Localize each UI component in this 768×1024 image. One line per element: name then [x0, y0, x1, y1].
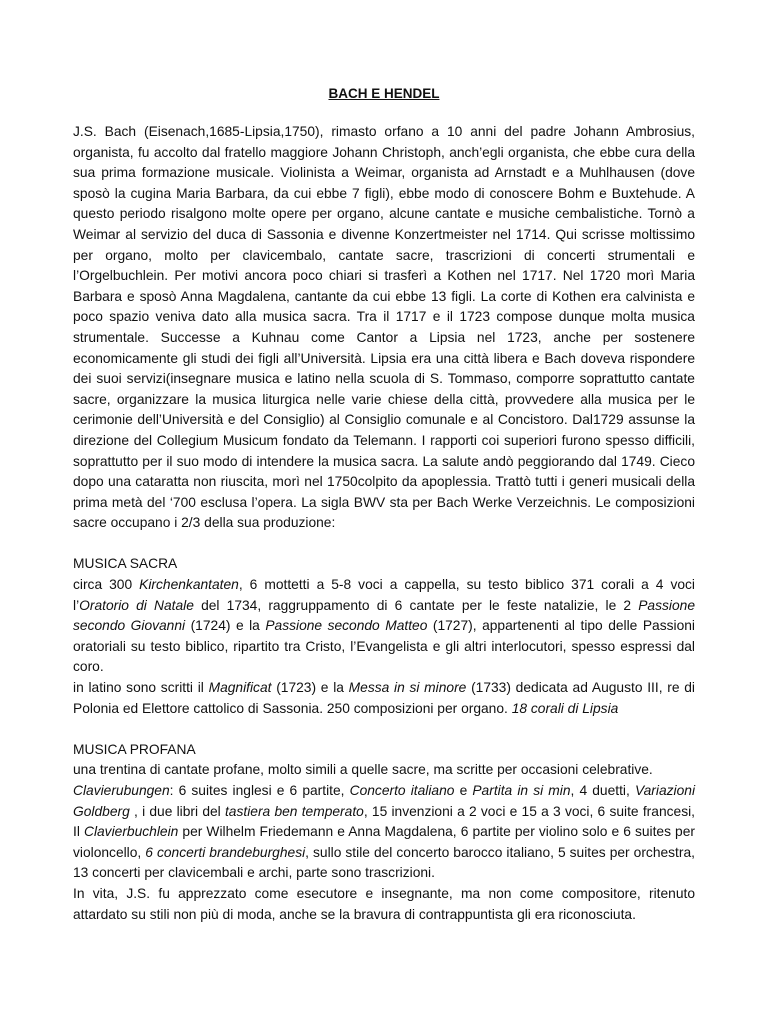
work-title: Passione secondo Matteo [265, 618, 428, 634]
text-run: , sullo stile del concerto barocco italiano, 5 suites per orchestra, 13 concerti per clavicembali e archi, parte sono trascrizioni. [73, 844, 695, 881]
text-run: , 6 mottetti a 5-8 voci a cappella, su testo biblico 371 corali a 4 voci l’ [73, 577, 695, 613]
work-title: Passione secondo Giovanni [73, 597, 695, 634]
work-title: tastiera ben temperato [224, 803, 364, 819]
work-title: Concerto italiano [349, 783, 455, 798]
text-run: in latino sono scritti il [73, 680, 209, 696]
work-title: Partita in si min [472, 783, 571, 798]
text-run: , 4 duetti, [570, 783, 635, 798]
profane-paragraph-1: una trentina di cantate profane, molto simili a quelle sacre, ma scritte per occasioni celebrative. [73, 762, 653, 778]
work-title: Oratorio di Natale [79, 597, 194, 613]
text-run: circa 300 [73, 577, 140, 593]
text-run: , i due libri del [129, 803, 225, 819]
sacred-paragraph-2 [73, 678, 695, 719]
text-run: , 15 invenzioni a 2 voci e 15 a 3 voci, 6 suite francesi, Il [73, 803, 695, 840]
sacred-paragraph-1 [73, 575, 695, 678]
spacer [73, 534, 695, 555]
section-heading-sacred: MUSICA SACRA [73, 556, 178, 572]
spacer [73, 719, 695, 740]
work-title: 18 corali di Lipsia [511, 700, 619, 716]
work-title: 6 concerti brandeburghesi [145, 844, 306, 860]
work-title: Clavierbuchlein [83, 824, 179, 840]
section-heading-profane: MUSICA PROFANA [73, 741, 196, 757]
profane-paragraph-2 [73, 781, 695, 884]
text-run: (1724) e la [185, 618, 266, 634]
work-title: Kirchenkantaten [139, 577, 239, 593]
text-run: (1727), appartenenti al tipo delle Passioni oratoriali su testo biblico, ripartito tra Cristo, l’Evangelista e gli altri interlocutori, spesso espressi dal coro. [73, 618, 695, 675]
text-run: per Wilhelm Friedemann e Anna Magdalena, 6 partite per violino solo e 6 suites per violoncello, [73, 824, 695, 860]
text-run: e [454, 783, 473, 798]
text-run: (1733) dedicata ad Augusto III, re di Polonia ed Elettore cattolico di Sassonia. 250 composizioni per organo. [73, 680, 695, 716]
text-run: : 6 suites inglesi e 6 partite, [169, 783, 350, 798]
text-run: (1723) e la [271, 680, 349, 696]
profane-paragraph-3: In vita, J.S. fu apprezzato come esecutore e insegnante, ma non come compositore, ritenuto attardato su stili non più di moda, anche se la bravura di contrappuntista gli era riconosciuta. [73, 885, 695, 922]
work-title: Magnificat [208, 680, 272, 696]
intro-paragraph: J.S. Bach (Eisenach,1685-Lipsia,1750), rimasto orfano a 10 anni del padre Johann Ambrosius, organista, fu accolto dal fratello maggiore Johann Christoph, anch’egli organista, che ebbe cura della sua prima formazione musicale. Violinista a Weimar, organista ad Arnstadt e a Muhlhausen (dove sposò la cugina Maria Barbara, da cui ebbe 7 figli), ebbe modo di conoscere Bohm e Buxtehude. A questo periodo risalgono molte opere per organo, alcune cantate e musiche cembalistiche. Tornò a Weimar al servizio del duca di Sassonia e divenne Konzertmeister nel 1714. Qui scrisse moltissimo per organo, molto per clavicembalo, cantate sacre, trascrizioni di concerti strumentali e l’Orgelbuchlein. Per motivi ancora poco chiari si trasferì a Kothen nel 1717. Nel 1720 morì Maria Barbara e sposò Anna Magdalena, cantante da cui ebbe 13 figli. La corte di Kothen era calvinista e poco spazio veniva dato alla musica sacra. Tra il 1717 e il 1723 compose dunque molta musica strumentale. Successe a Kuhnau come Cantor a Lipsia nel 1723, anche per sostenere economicamente gli studi dei figli all’Università. Lipsia era una città libera e Bach doveva rispondere dei suoi servizi(insegnare musica e latino nella scuola di S. Tommaso, comporre soprattutto cantate sacre, organizzare la musica liturgica nelle varie chiese della città, provvedere alla musica per le cerimonie dell’Università e del Consiglio) al Consiglio comunale e al Concistoro. Dal1729 assunse la direzione del Collegium Musicum fondato da Telemann. I rapporti coi superiori furono spesso difficili, soprattutto per il suo modo di intendere la musica sacra. La salute andò peggiorando dal 1749. Cieco dopo una cataratta non riuscita, morì nel 1750colpito da apoplessia. Trattò tutti i generi musicali della prima metà del ‘700 esclusa l’opera. La sigla BWV sta per Bach Werke Verzeichnis. Le composizioni sacre occupano i 2/3 della sua produzione: [73, 124, 695, 531]
text-run: del 1734, raggruppamento di 6 cantate per le feste natalizie, le 2 [193, 597, 639, 613]
work-title: Clavierubungen [73, 783, 170, 798]
work-title: Variazioni Goldberg [73, 783, 696, 819]
work-title: Messa in si minore [348, 680, 467, 696]
document-title: BACH E HENDEL [328, 86, 440, 101]
